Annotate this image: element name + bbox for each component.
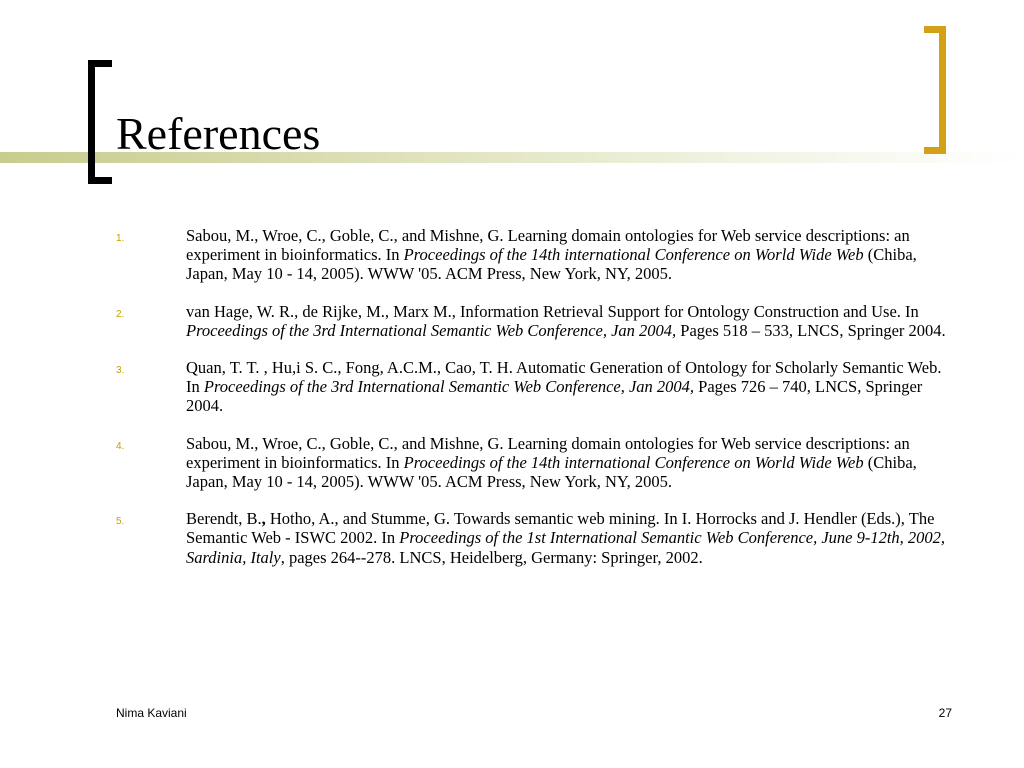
reference-text [186,302,946,340]
reference-item [116,226,946,284]
reference-proceedings-title: Proceedings of the 14th international Conference on World Wide Web [403,452,864,472]
reference-proceedings-title: Proceedings of the 1st International Semantic Web Conference, June 9-12th, 2002, Sardinia, Italy [186,528,946,567]
reference-item [116,509,946,567]
reference-text-segment: Pages 518 – 533, LNCS, Springer 2004. [676,320,946,340]
reference-text-segment: Sabou, M., Wroe, C., Goble, C., and Mishne, G. Learning domain ontologies for Web service descriptions: an experiment in bioinformatics. In [186,226,910,265]
reference-number: 1. [116,233,125,244]
reference-text-segment: Hotho, A., and Stumme, G. Towards semantic web mining. In I. Horrocks and J. Hendler (Eds.), The Semantic Web - ISWC 2002. In [186,509,935,548]
reference-text-segment: van Hage, W. R., de Rijke, M., Marx M., Information Retrieval Support for Ontology Construction and Use. In [186,301,919,321]
reference-item [116,358,946,416]
reference-text-segment: (Chiba, Japan, May 10 - 14, 2005). WWW '05. ACM Press, New York, NY, 2005. [186,452,917,492]
references-list [116,226,946,585]
footer-author: Nima Kaviani [116,706,187,720]
reference-text-segment: Pages 726 – 740, LNCS, Springer 2004. [186,377,923,416]
slide-number: 27 [938,706,952,720]
reference-number: 3. [116,365,125,377]
reference-item [116,302,946,340]
left-bracket-decoration [88,60,112,184]
right-bracket-decoration [924,26,946,154]
reference-text-segment: (Chiba, Japan, May 10 - 14, 2005). WWW '05. ACM Press, New York, NY, 2005. [186,245,917,284]
reference-text [186,358,941,415]
reference-text [186,226,917,283]
reference-number: 5. [116,516,125,528]
reference-item [116,434,946,492]
reference-text [186,434,917,491]
reference-text-segment: Quan, T. T. , Hu,i S. C., Fong, A.C.M., Cao, T. H. Automatic Generation of Ontology for Scholarly Semantic Web. In [186,358,942,397]
slide-title: References [116,108,321,159]
reference-text-segment: Berendt, B. [186,509,262,529]
reference-text-segment: , [261,509,266,529]
reference-text-segment: Sabou, M., Wroe, C., Goble, C., and Mishne, G. Learning domain ontologies for Web service descriptions: an experiment in bioinformatics. In [186,433,910,472]
reference-proceedings-title: Proceedings of the 3rd International Semantic Web Conference, Jan 2004, [186,320,677,340]
reference-text-segment: , pages 264--278. LNCS, Heidelberg, Germany: Springer, 2002. [280,547,703,567]
reference-number: 4. [116,440,125,452]
reference-proceedings-title: Proceedings of the 3rd International Semantic Web Conference, Jan 2004, [203,377,695,397]
reference-proceedings-title: Proceedings of the 14th international Conference on World Wide Web [403,245,864,265]
reference-number: 2. [116,308,125,320]
reference-text [186,509,945,566]
